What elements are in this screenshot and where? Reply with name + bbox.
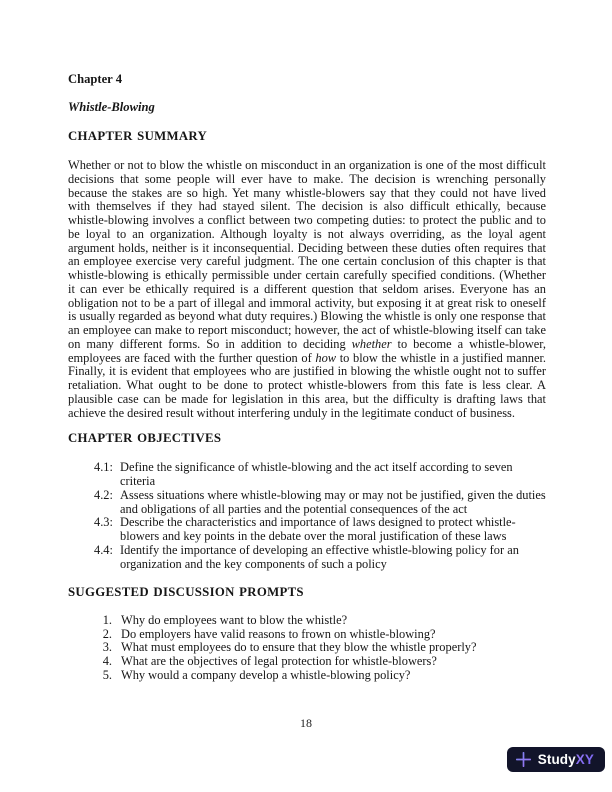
objective-item	[94, 489, 546, 517]
prompt-text: What must employees do to ensure that they blow the whistle properly?	[121, 640, 477, 655]
prompt-text: What are the objectives of legal protection for whistle-blowers?	[121, 654, 437, 669]
prompt-text: Why would a company develop a whistle-blowing policy?	[121, 667, 411, 682]
brand-name-accent: XY	[575, 752, 594, 767]
objective-text: Define the significance of whistle-blowing and the act itself according to seven criteria	[120, 460, 513, 488]
prompts-list	[68, 614, 546, 682]
prompts-heading: SUGGESTED DISCUSSION PROMPTS	[68, 585, 304, 600]
objective-text: Assess situations where whistle-blowing may or may not be justified, given the duties and obligations of all parties and the potential consequences of the act	[120, 487, 546, 516]
objective-number: 4.1:	[94, 460, 113, 475]
prompt-number: 2.	[102, 626, 112, 641]
page-content	[68, 73, 546, 682]
prompt-number: 5.	[102, 667, 112, 682]
prompt-item	[98, 641, 546, 655]
objective-number: 4.4:	[94, 542, 113, 557]
brand-name	[538, 752, 594, 767]
objective-item	[94, 544, 546, 572]
plus-icon	[516, 752, 531, 767]
objectives-list	[68, 461, 546, 571]
prompt-item	[98, 614, 546, 628]
summary-paragraph: Whether or not to blow the whistle on misconduct in an organization is one of the most difficult decisions that some people will ever have to make. The decision is wrenching personally because the stakes are so high. Yet many whistle-blowers say that they could not have lived with themselves if they had stayed silent. The decision is also difficult ethically, because whistle-blowing involves a conflict between two competing duties: to protect the public and to be loyal to an organization. Although loyalty is not always overriding, as the loyal agent argument holds, neither is it inconsequential. Deciding between these duties often requires that an employee exercise very careful judgment. The one certain conclusion of this chapter is that whistle-blowing is ethically permissible under certain carefully specified conditions. (Whether it can ever be ethically required is a different question that seldom arises. Everyone has an obligation not to be a part of illegal and immoral activity, but exposing it at great risk to oneself is usually regarded as beyond what duty requires.) Blowing the whistle is only one response that an employee can make to report misconduct; however, the act of whistle-blowing itself can take on many different forms. So in addition to deciding whether to become a whistle-blower, employees are faced with the further question of how to blow the whistle in a justified manner. Finally, it is evident that employees who are justified in blowing the whistle ought not to suffer retaliation. What ought to be done to protect whistle-blowers from this fate is less clear. A plausible case can be made for legislation in this area, but the difficulty is drafting laws that achieve the desired result without interfering unduly in the legitimate conduct of business.	[68, 158, 546, 420]
chapter-title: Whistle-Blowing	[68, 100, 155, 114]
prompt-item	[98, 628, 546, 642]
prompt-number: 4.	[102, 654, 112, 669]
prompt-number: 3.	[102, 640, 112, 655]
brand-badge[interactable]	[507, 747, 605, 772]
objective-number: 4.2:	[94, 487, 113, 502]
prompt-text: Do employers have valid reasons to frown on whistle-blowing?	[121, 626, 436, 641]
prompt-item	[98, 655, 546, 669]
prompt-text: Why do employees want to blow the whistle?	[121, 613, 348, 628]
brand-name-primary: Study	[537, 752, 576, 767]
objective-item	[94, 516, 546, 544]
page-number: 18	[300, 716, 312, 730]
objective-number: 4.3:	[94, 515, 113, 530]
summary-heading: CHAPTER SUMMARY	[68, 129, 208, 143]
chapter-label: Chapter 4	[68, 72, 122, 86]
objective-text: Describe the characteristics and importance of laws designed to protect whistle-blowers and key points in the debate over the moral justification of these laws	[120, 515, 516, 543]
objective-text: Identify the importance of developing an effective whistle-blowing policy for an organization and the key components of such a policy	[120, 542, 519, 571]
objectives-heading: CHAPTER OBJECTIVES	[68, 431, 222, 446]
prompt-number: 1.	[102, 613, 112, 628]
objective-item	[94, 461, 546, 489]
prompt-item	[98, 669, 546, 683]
